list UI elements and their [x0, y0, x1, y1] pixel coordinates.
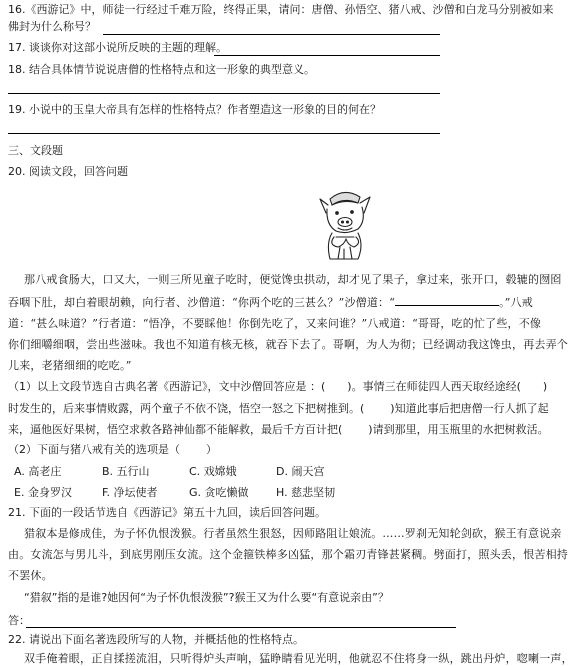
q16-text: 佛封为什么称号？	[8, 20, 96, 33]
option-d: D. 闹天宫	[276, 465, 325, 478]
q18: 18. 结合具体情节说说唐僧的性格特点和这一形象的典型意义。	[8, 63, 315, 76]
q21-passage-line3: 不罢休。	[8, 569, 53, 582]
q20-sub2: （2）下面与猪八戒有关的选项是（ ）	[8, 443, 217, 456]
q20-passage-line2	[8, 294, 533, 310]
q21-title: 21. 下面的一段话节选自《西游记》第五十九回，读后回答问题。	[8, 506, 326, 519]
q19: 19. 小说中的玉皇大帝具有怎样的性格特点？作者塑造这一形象的目的何在？	[8, 103, 381, 116]
q20-passage-line5: 儿来，老猪细细的吃吃。”	[8, 359, 132, 372]
q21-answer-label: 答：	[8, 614, 30, 627]
option-e: E. 金身罗汉	[14, 486, 72, 499]
q20-blank	[395, 294, 499, 306]
q20-sub1-line1: （1）以上文段节选自古典名著《西游记》，文中沙僧回答应是 ：( )。事情三在师徒四人西天取经途经( )	[8, 380, 548, 393]
q20-sub1-line3: 来，逼他医好果树，悟空求救各路神仙都不能解救，最后千方百计把( )请到那里，用玉瓶里的水把树救活。	[8, 423, 549, 436]
option-b: B. 五行山	[102, 465, 150, 478]
zhu-bajie-illustration	[314, 185, 376, 263]
q20-passage-text-end: 。”八戒	[499, 296, 534, 309]
q21-answer-line	[26, 627, 456, 628]
q21-passage-line1: 猎叙本是修成佳，为子怀仇恨泼猴。行者虽然生狠怒，因师路阻让娘流。……罗刹无知轮剑砍，猴王有意说亲	[24, 527, 562, 540]
section-heading: 三、文段题	[8, 144, 63, 157]
q19-answer-line	[8, 133, 440, 134]
q22-title: 22. 请说出下面名著选段所写的人物，并概括他的性格特点。	[8, 633, 304, 646]
q22-passage-line1: 双手俺着眼，正自揉搓流泪，只听得炉头声响，猛睁睛看见光明，他就忍不住将身一纵，跳出丹炉，唿喇一声，	[24, 652, 573, 665]
q20-title: 20. 阅读文段，回答问题	[8, 165, 128, 178]
q16-line2	[8, 19, 96, 34]
option-g: G. 贪吃懒做	[189, 486, 249, 499]
q20-passage-line4: 你们细嚼细咽，尝出些滋味。我也不知道有核无核，就吞下去了。哥啊，为人为彻；已经调动我这馋虫，再去弄个	[8, 338, 568, 351]
q20-sub1-line2: 时发生的，后来事情败露，两个童子不依不饶，悟空一怒之下把树推到。( )知道此事后把唐僧一行人抓了起	[8, 402, 549, 415]
q18-answer-line	[8, 93, 440, 94]
q20-passage-line3: 道：“甚么味道？”行者道：“悟净，不要睬他！你倒先吃了，又来问谁？”八戒道：“哥哥，吃的忙了些，不像	[8, 317, 542, 330]
option-f: F. 净坛使者	[102, 486, 158, 499]
q21-passage-line2: 由。女流怎与男儿斗，到底男刚压女流。这个金箍铁棒多凶猛，那个霜刃青锋甚紧稠。劈面打，照头丢，恨苦相持	[8, 548, 568, 561]
q16-answer-line	[103, 34, 440, 35]
option-h: H. 慈悲坚韧	[276, 486, 336, 499]
option-c: C. 戏嫦娥	[189, 465, 237, 478]
q17: 17. 谈谈你对这部小说所反映的主题的理解。	[8, 41, 227, 54]
q16-line1: 16.《西游记》中，师徒一行经过千难万险，终得正果，请问：唐僧、孙悟空、猪八戒、沙僧和白龙马分别被如来	[8, 3, 554, 16]
q20-passage-text: 吞咽下肚，却白着眼胡赖，向行者、沙僧道：“你两个吃的三甚么？”沙僧道：“	[8, 296, 396, 309]
q17-answer-line	[214, 55, 440, 56]
option-a: A. 高老庄	[14, 465, 62, 478]
q21-question: “猎叙”指的是谁?她因何“为子怀仇恨泼猴”?猴王又为什么要“有意说亲由”？	[24, 591, 389, 604]
q20-passage-line1: 那八戒食肠大，口又大，一则三所见童子吃时，便觉馋虫拱动，却才见了果子，拿过来，张开口，毂辘的囫囵	[24, 273, 562, 286]
